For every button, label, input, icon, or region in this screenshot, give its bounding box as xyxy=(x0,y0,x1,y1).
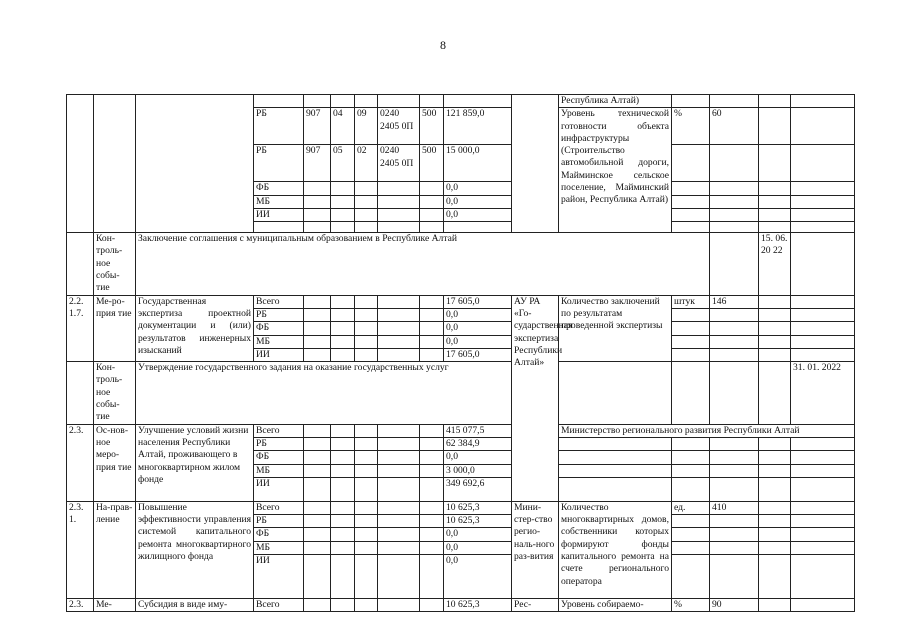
amount: 0,0 xyxy=(444,308,512,321)
fund-source: МБ xyxy=(254,541,304,554)
amount: 0,0 xyxy=(444,555,512,599)
amount: 349 692,6 xyxy=(444,477,512,501)
indicator-tail: Республика Алтай) xyxy=(559,95,672,108)
amount: 10 625,3 xyxy=(444,501,512,514)
control-event-text: Заключение соглашения с муниципальным образованием в Республике Алтай xyxy=(136,233,710,295)
item-name: Улучшение условий жизни населения Республики Алтай, проживающего в многоквартирном жилом фонде xyxy=(136,424,254,501)
type-cell xyxy=(94,95,136,233)
fund-source: Всего xyxy=(254,295,304,308)
fund-source: Всего xyxy=(254,501,304,514)
fund-source: ИИ xyxy=(254,208,304,221)
amount: 0,0 xyxy=(444,195,512,208)
page-number: 8 xyxy=(440,38,446,52)
indicator-name: Уровень технической готовности объекта инфраструктуры (Строительство автомобильной дороги, Майминское сельское поселение, Майминский район, Республика Алтай) xyxy=(559,108,672,233)
amount: 415 077,5 xyxy=(444,424,512,437)
amount: 10 625,3 xyxy=(444,599,512,612)
indicator-name: Количество заключений по результатам проведенной экспертизы xyxy=(559,295,672,361)
fund-source: МБ xyxy=(254,195,304,208)
fund-source: МБ xyxy=(254,464,304,477)
item-name: Государственная экспертиза проектной документации и (или) результатов инженерных изысканий xyxy=(136,295,254,361)
indicator-name: Количество многоквартирных домов, собственники которых формируют фонды капитального ремонта на счете регионального оператора xyxy=(559,501,672,598)
control-event-label: Кон-троль-ное собы-тие xyxy=(94,233,136,295)
amount: 0,0 xyxy=(444,182,512,195)
fund-source: ФБ xyxy=(254,528,304,541)
item-type: Ос-нов-ное меро-прия тие xyxy=(94,424,136,501)
indicator-name: Уровень собираемо- xyxy=(559,599,672,612)
executor: Мини-стер-ство регио-наль-ного раз-вития xyxy=(512,501,559,598)
indicator-value: 410 xyxy=(710,501,759,514)
num-cell xyxy=(67,362,94,424)
fund-source: ФБ xyxy=(254,182,304,195)
unit: штук xyxy=(672,295,710,308)
rz-code: 04 xyxy=(331,108,355,145)
fund-source: ФБ xyxy=(254,451,304,464)
control-event-date: 15. 06. 20 22 xyxy=(759,233,791,295)
executor: АУ РА «Го-сударственная экспертиза Республики Алтай» xyxy=(512,295,559,501)
control-event-label: Кон-троль-ное собы-тие xyxy=(94,362,136,424)
item-number: 2.3. xyxy=(67,599,94,612)
amount: 62 384,9 xyxy=(444,437,512,450)
amount: 0,0 xyxy=(444,335,512,348)
fund-source: ИИ xyxy=(254,477,304,501)
amount: 0,0 xyxy=(444,322,512,335)
indicator-value: 146 xyxy=(710,295,759,308)
fund-source: ФБ xyxy=(254,322,304,335)
fund-source: РБ xyxy=(254,145,304,182)
pr-code: 09 xyxy=(355,108,378,145)
rz-code: 05 xyxy=(331,145,355,182)
item-type: Ме- xyxy=(94,599,136,612)
fund-source: МБ xyxy=(254,335,304,348)
control-event-text: Утверждение государственного задания на оказание государственных услуг xyxy=(136,362,512,424)
amount: 17 605,0 xyxy=(444,295,512,308)
amount: 121 859,0 xyxy=(444,108,512,145)
fund-source: Всего xyxy=(254,424,304,437)
csr-code: 0240 2405 0П xyxy=(378,145,420,182)
executor-cell xyxy=(512,95,559,233)
control-event-date: 31. 01. 2022 xyxy=(791,362,855,424)
item-type: Ме-ро-прия тие xyxy=(94,295,136,361)
vr-code: 500 xyxy=(420,145,444,182)
item-type: На-прав-ление xyxy=(94,501,136,598)
fund-source: ИИ xyxy=(254,555,304,599)
amount: 10 625,3 xyxy=(444,515,512,528)
fund-source: РБ xyxy=(254,437,304,450)
amount: 0,0 xyxy=(444,451,512,464)
item-number: 2.3. xyxy=(67,424,94,501)
item-number: 2.2. 1.7. xyxy=(67,295,94,361)
executor: Рес- xyxy=(512,599,559,612)
item-name: Субсидия в виде иму- xyxy=(136,599,254,612)
gr-code: 907 xyxy=(304,145,331,182)
item-number: 2.3. 1. xyxy=(67,501,94,598)
unit: % xyxy=(672,108,710,145)
pr-code: 02 xyxy=(355,145,378,182)
amount: 17 605,0 xyxy=(444,348,512,361)
executor: Министерство регионального развития Республики Алтай xyxy=(559,424,855,437)
unit: % xyxy=(672,599,710,612)
indicator-value: 60 xyxy=(710,108,759,145)
vr-code: 500 xyxy=(420,108,444,145)
name-cell xyxy=(136,95,254,233)
fund-source: РБ xyxy=(254,308,304,321)
program-table xyxy=(66,94,855,612)
fund-source: РБ xyxy=(254,515,304,528)
num-cell xyxy=(67,233,94,295)
fund-source: ИИ xyxy=(254,348,304,361)
amount: 0,0 xyxy=(444,208,512,221)
fund-source: РБ xyxy=(254,108,304,145)
item-name: Повышение эффективности управления системой капитального ремонта многоквартирного жилищного фонда xyxy=(136,501,254,598)
csr-code: 0240 2405 0П xyxy=(378,108,420,145)
fund-source: Всего xyxy=(254,599,304,612)
num-cell xyxy=(67,95,94,233)
amount: 15 000,0 xyxy=(444,145,512,182)
unit: ед. xyxy=(672,501,710,514)
amount: 0,0 xyxy=(444,528,512,541)
amount: 3 000,0 xyxy=(444,464,512,477)
gr-code: 907 xyxy=(304,108,331,145)
amount: 0,0 xyxy=(444,541,512,554)
indicator-value: 90 xyxy=(710,599,759,612)
